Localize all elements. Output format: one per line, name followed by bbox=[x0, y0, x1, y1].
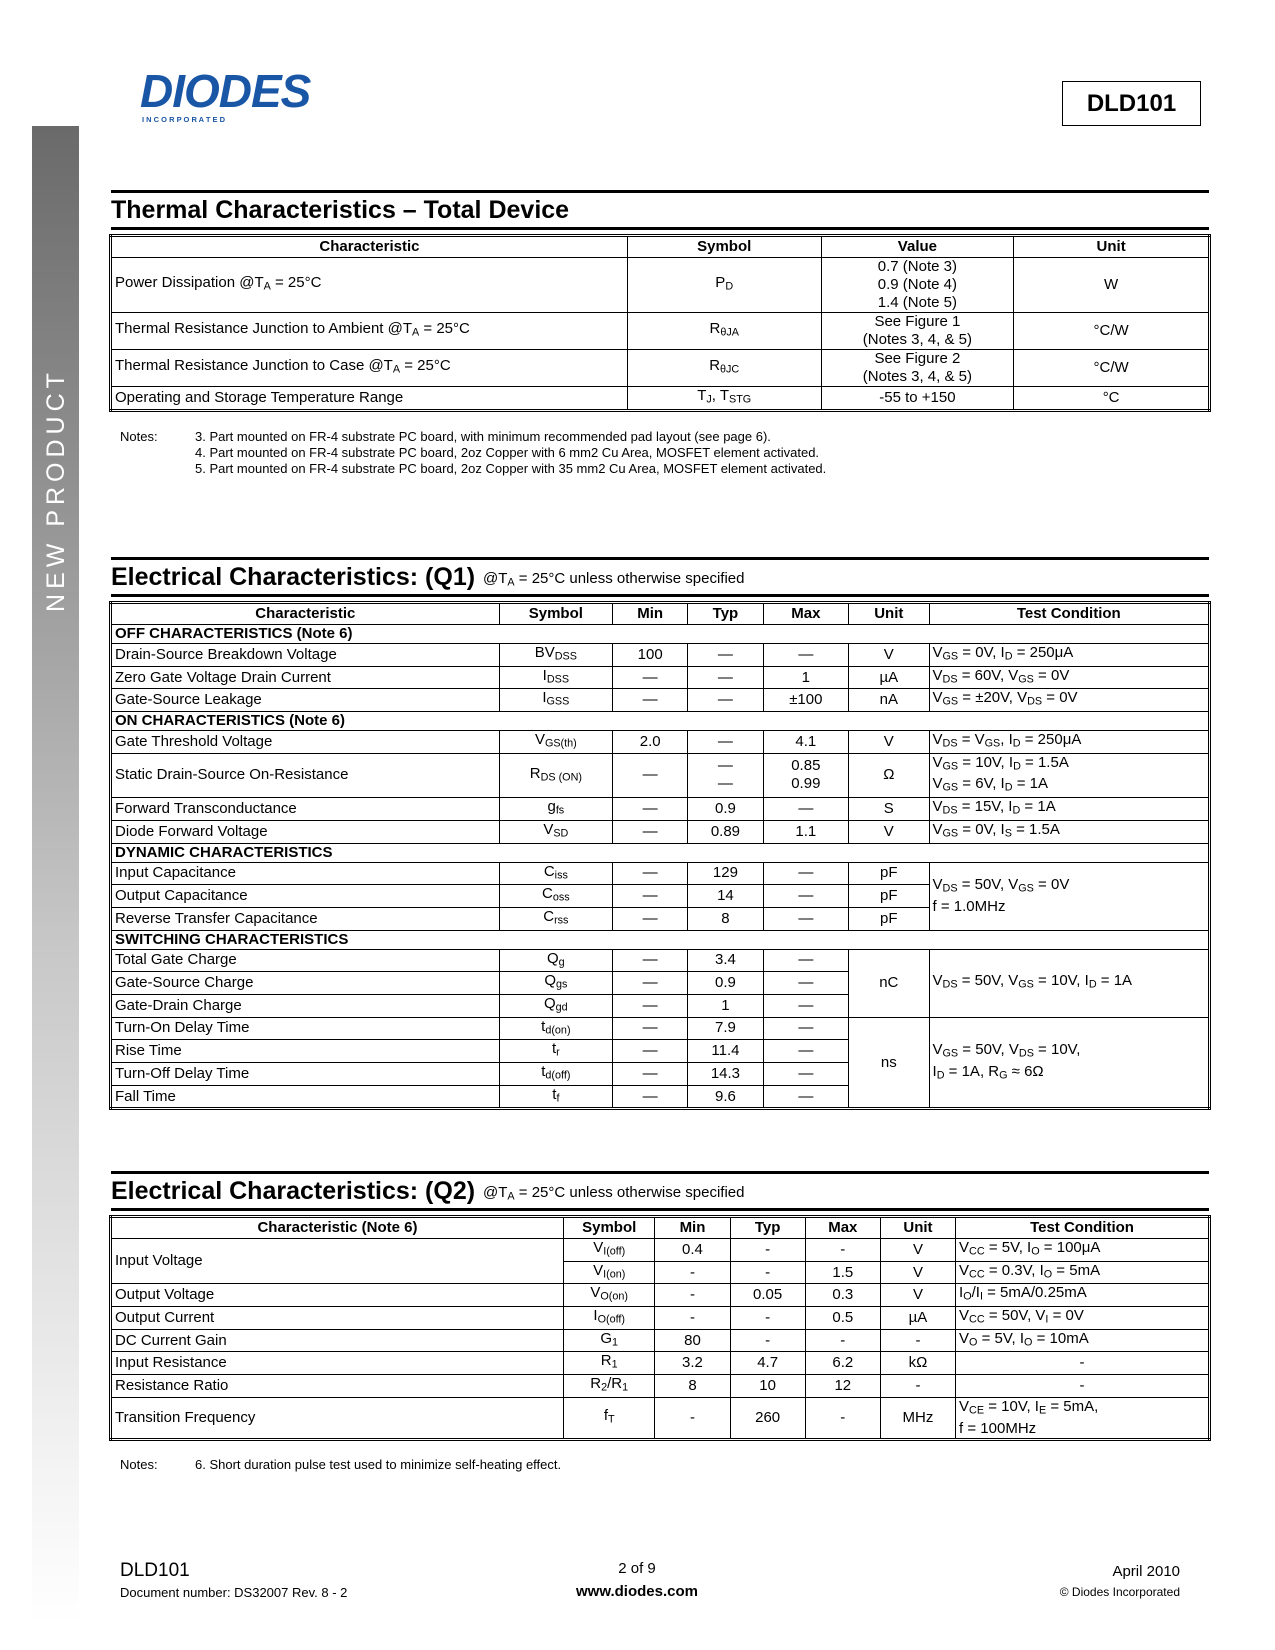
unit-cell: V bbox=[880, 1261, 955, 1284]
min-cell: — bbox=[613, 753, 688, 797]
condition-cell: $V_O = 5V$, $I_O = 10mA$ bbox=[956, 1329, 1210, 1352]
part-number-box: DLD101 bbox=[1062, 81, 1201, 126]
symbol-cell: $Q_g$ bbox=[499, 949, 612, 972]
condition-cell: - bbox=[956, 1375, 1210, 1398]
unit-cell: - bbox=[880, 1375, 955, 1398]
condition-cell: $V_{DS} = 50V$, $V_{GS} = 10V$, $I_D = 1A$ bbox=[929, 949, 1209, 1017]
min-cell: - bbox=[655, 1397, 730, 1439]
group-label: OFF CHARACTERISTICS (Note 6) bbox=[111, 625, 1210, 644]
logo-subtext: I N C O R P O R A T E D bbox=[142, 115, 226, 124]
max-cell: — bbox=[763, 949, 849, 972]
characteristic-cell: Output Current bbox=[111, 1307, 564, 1330]
condition-cell: $V_{GS} = 10V$, $I_D = 1.5A$ $V_{GS} = 6V$, $I_D = 1A$ bbox=[929, 753, 1209, 797]
notes-label: Notes: bbox=[120, 1457, 158, 1472]
characteristic-cell: Fall Time bbox=[111, 1085, 500, 1109]
characteristic-cell: Thermal Resistance Junction to Ambient $@T_A = 25^\circ C$ bbox=[111, 313, 628, 350]
typ-cell: 4.7 bbox=[730, 1352, 805, 1375]
typ-cell: 0.89 bbox=[688, 820, 763, 843]
symbol-cell: $C_{oss}$ bbox=[499, 885, 612, 908]
max-cell: 12 bbox=[805, 1375, 880, 1398]
symbol-cell: $t_{d(on)}$ bbox=[499, 1017, 612, 1040]
condition-cell: $V_{CC} = 0.3V$, $I_O = 5mA$ bbox=[956, 1261, 1210, 1284]
typ-cell: 10 bbox=[730, 1375, 805, 1398]
condition-cell: $V_{CC} = 50V$, $V_I = 0V$ bbox=[956, 1307, 1210, 1330]
table-row bbox=[111, 666, 1210, 689]
symbol-cell: $C_{iss}$ bbox=[499, 862, 612, 885]
header-cell: Characteristic (Note 6) bbox=[111, 1217, 564, 1239]
min-cell: — bbox=[613, 1085, 688, 1109]
symbol-cell: $C_{rss}$ bbox=[499, 907, 612, 930]
typ-cell: 14.3 bbox=[688, 1063, 763, 1086]
table-row bbox=[111, 753, 1210, 797]
max-cell: 6.2 bbox=[805, 1352, 880, 1375]
characteristic-cell: Turn-On Delay Time bbox=[111, 1017, 500, 1040]
symbol-cell: $R_2/R_1$ bbox=[564, 1375, 655, 1398]
table-row bbox=[111, 1307, 1210, 1330]
typ-cell: — bbox=[688, 644, 763, 667]
side-label: NEW PRODUCT bbox=[42, 368, 70, 612]
header-cell: Typ bbox=[688, 603, 763, 625]
group-row bbox=[111, 625, 1210, 644]
unit-cell: V bbox=[849, 644, 929, 667]
q2-condition: $@T_A = 25^\circ C$ unless otherwise specified bbox=[483, 1184, 745, 1203]
q2-title-bar bbox=[111, 1171, 1209, 1211]
symbol-cell: $g_{fs}$ bbox=[499, 798, 612, 821]
thermal-title-bar bbox=[111, 190, 1209, 230]
group-label: ON CHARACTERISTICS (Note 6) bbox=[111, 712, 1210, 731]
value-cell: See Figure 1 (Notes 3, 4, & 5) bbox=[821, 313, 1014, 350]
symbol-cell: $V_{I(off)}$ bbox=[564, 1239, 655, 1262]
min-cell: - bbox=[655, 1261, 730, 1284]
footer-doc-number: Document number: DS32007 Rev. 8 - 2 bbox=[120, 1585, 348, 1600]
symbol-cell: $R_{\theta JC}$ bbox=[627, 350, 821, 387]
min-cell: — bbox=[613, 862, 688, 885]
footer-url[interactable]: www.diodes.com bbox=[576, 1583, 698, 1600]
max-cell: — bbox=[763, 644, 849, 667]
typ-cell: - bbox=[730, 1307, 805, 1330]
min-cell: 3.2 bbox=[655, 1352, 730, 1375]
condition-cell: $I_O/I_I = 5mA/0.25mA$ bbox=[956, 1284, 1210, 1307]
footer-part: DLD101 bbox=[120, 1560, 190, 1581]
symbol-cell: $Q_{gd}$ bbox=[499, 994, 612, 1017]
symbol-cell: $Q_{gs}$ bbox=[499, 972, 612, 995]
symbol-cell: $I_{DSS}$ bbox=[499, 666, 612, 689]
thermal-title: Thermal Characteristics – Total Device bbox=[111, 196, 570, 224]
characteristic-cell: Zero Gate Voltage Drain Current bbox=[111, 666, 500, 689]
symbol-cell: $I_{O(off)}$ bbox=[564, 1307, 655, 1330]
unit-cell: V bbox=[880, 1284, 955, 1307]
value-cell: -55 to +150 bbox=[821, 387, 1014, 411]
typ-cell: 0.05 bbox=[730, 1284, 805, 1307]
characteristic-cell: Rise Time bbox=[111, 1040, 500, 1063]
min-cell: - bbox=[655, 1284, 730, 1307]
max-cell: — bbox=[763, 885, 849, 908]
typ-cell: 1 bbox=[688, 994, 763, 1017]
table-row bbox=[111, 949, 1210, 972]
max-cell: — bbox=[763, 972, 849, 995]
unit-cell: MHz bbox=[880, 1397, 955, 1439]
condition-cell: $V_{CE} = 10V$, $I_E = 5mA$, f = 100MHz bbox=[956, 1397, 1210, 1439]
min-cell: — bbox=[613, 907, 688, 930]
note-item: 5. Part mounted on FR-4 substrate PC board, 2oz Copper with 35 mm2 Cu Area, MOSFET element activated. bbox=[195, 461, 827, 476]
max-cell: 1 bbox=[763, 666, 849, 689]
unit-cell: pF bbox=[849, 907, 929, 930]
max-cell: - bbox=[805, 1239, 880, 1262]
condition-cell: $V_{DS} = 15V$, $I_D = 1A$ bbox=[929, 798, 1209, 821]
table-row bbox=[111, 1017, 1210, 1040]
max-cell: — bbox=[763, 1085, 849, 1109]
max-cell: 0.3 bbox=[805, 1284, 880, 1307]
max-cell: — bbox=[763, 1017, 849, 1040]
min-cell: 8 bbox=[655, 1375, 730, 1398]
symbol-cell: $BV_{DSS}$ bbox=[499, 644, 612, 667]
symbol-cell: $t_f$ bbox=[499, 1085, 612, 1109]
header-cell: Min bbox=[655, 1217, 730, 1239]
characteristic-cell: Input Capacitance bbox=[111, 862, 500, 885]
q2-title: Electrical Characteristics: (Q2) bbox=[111, 1177, 476, 1205]
max-cell: 1.1 bbox=[763, 820, 849, 843]
header-cell: Symbol bbox=[499, 603, 612, 625]
header-cell: Symbol bbox=[627, 236, 821, 258]
symbol-cell: $G_1$ bbox=[564, 1329, 655, 1352]
unit-cell: ns bbox=[849, 1017, 929, 1109]
min-cell: — bbox=[613, 820, 688, 843]
max-cell: 0.5 bbox=[805, 1307, 880, 1330]
table-row bbox=[111, 689, 1210, 712]
header-cell: Test Condition bbox=[929, 603, 1209, 625]
symbol-cell: $V_{O(on)}$ bbox=[564, 1284, 655, 1307]
min-cell: - bbox=[655, 1307, 730, 1330]
unit-cell: pF bbox=[849, 862, 929, 885]
unit-cell: V bbox=[849, 820, 929, 843]
unit-cell: °C bbox=[1014, 387, 1210, 411]
header-cell: Max bbox=[763, 603, 849, 625]
table-row bbox=[111, 820, 1210, 843]
table-row bbox=[111, 1352, 1210, 1375]
max-cell: — bbox=[763, 1040, 849, 1063]
symbol-cell: $t_r$ bbox=[499, 1040, 612, 1063]
max-cell: 0.85 0.99 bbox=[763, 753, 849, 797]
group-label: DYNAMIC CHARACTERISTICS bbox=[111, 843, 1210, 862]
condition-cell: $V_{GS} = \pm 20V$, $V_{DS} = 0V$ bbox=[929, 689, 1209, 712]
max-cell: — bbox=[763, 862, 849, 885]
symbol-cell: $V_{GS(th)}$ bbox=[499, 731, 612, 754]
table-row bbox=[111, 1239, 1210, 1262]
symbol-cell: $R_{\theta JA}$ bbox=[627, 313, 821, 350]
logo-wordmark: DIODES bbox=[140, 72, 311, 117]
thermal-table bbox=[109, 234, 1211, 412]
characteristic-cell: Turn-Off Delay Time bbox=[111, 1063, 500, 1086]
typ-cell: 0.9 bbox=[688, 798, 763, 821]
group-label: SWITCHING CHARACTERISTICS bbox=[111, 930, 1210, 949]
symbol-cell: $P_D$ bbox=[627, 258, 821, 313]
min-cell: — bbox=[613, 885, 688, 908]
typ-cell: 129 bbox=[688, 862, 763, 885]
characteristic-cell: Output Voltage bbox=[111, 1284, 564, 1307]
table-row bbox=[111, 862, 1210, 885]
q2-header-row bbox=[111, 1217, 1210, 1239]
max-cell: — bbox=[763, 994, 849, 1017]
condition-cell: $V_{DS} = 60V$, $V_{GS} = 0V$ bbox=[929, 666, 1209, 689]
group-row bbox=[111, 843, 1210, 862]
q1-table bbox=[109, 601, 1211, 1110]
min-cell: — bbox=[613, 1017, 688, 1040]
table-row bbox=[111, 1284, 1210, 1307]
q1-title: Electrical Characteristics: (Q1) bbox=[111, 563, 476, 591]
min-cell: — bbox=[613, 949, 688, 972]
characteristic-cell: Gate-Source Charge bbox=[111, 972, 500, 995]
table-row bbox=[111, 1375, 1210, 1398]
header-cell: Unit bbox=[880, 1217, 955, 1239]
unit-cell: W bbox=[1014, 258, 1210, 313]
typ-cell: — bbox=[688, 731, 763, 754]
header-cell: Max bbox=[805, 1217, 880, 1239]
value-cell: 0.7 (Note 3) 0.9 (Note 4) 1.4 (Note 5) bbox=[821, 258, 1014, 313]
condition-cell: $V_{GS} = 0V$, $I_S = 1.5A$ bbox=[929, 820, 1209, 843]
q1-header-row bbox=[111, 603, 1210, 625]
min-cell: — bbox=[613, 994, 688, 1017]
unit-cell: - bbox=[880, 1329, 955, 1352]
header-cell: Test Condition bbox=[956, 1217, 1210, 1239]
unit-cell: µA bbox=[849, 666, 929, 689]
characteristic-cell: Power Dissipation $@T_A = 25^\circ C$ bbox=[111, 258, 628, 313]
symbol-cell: $V_{SD}$ bbox=[499, 820, 612, 843]
unit-cell: nC bbox=[849, 949, 929, 1017]
group-row bbox=[111, 712, 1210, 731]
note-item: 4. Part mounted on FR-4 substrate PC board, 2oz Copper with 6 mm2 Cu Area, MOSFET element activated. bbox=[195, 445, 820, 460]
condition-cell: $V_{DS} = V_{GS}$, $I_D = 250\mu A$ bbox=[929, 731, 1209, 754]
characteristic-cell: Total Gate Charge bbox=[111, 949, 500, 972]
footer-date: April 2010 bbox=[1112, 1563, 1180, 1580]
symbol-cell: $V_{I(on)}$ bbox=[564, 1261, 655, 1284]
max-cell: - bbox=[805, 1397, 880, 1439]
header-cell: Min bbox=[613, 603, 688, 625]
unit-cell: °C/W bbox=[1014, 350, 1210, 387]
q2-table bbox=[109, 1215, 1211, 1441]
typ-cell: 0.9 bbox=[688, 972, 763, 995]
symbol-cell: $R_{DS (ON)}$ bbox=[499, 753, 612, 797]
characteristic-cell: Input Resistance bbox=[111, 1352, 564, 1375]
header-cell: Typ bbox=[730, 1217, 805, 1239]
typ-cell: — — bbox=[688, 753, 763, 797]
characteristic-cell: Drain-Source Breakdown Voltage bbox=[111, 644, 500, 667]
min-cell: 100 bbox=[613, 644, 688, 667]
symbol-cell: $R_1$ bbox=[564, 1352, 655, 1375]
typ-cell: - bbox=[730, 1329, 805, 1352]
max-cell: — bbox=[763, 907, 849, 930]
condition-cell: $V_{GS} = 0V$, $I_D = 250\mu A$ bbox=[929, 644, 1209, 667]
typ-cell: - bbox=[730, 1261, 805, 1284]
unit-cell: kΩ bbox=[880, 1352, 955, 1375]
max-cell: 1.5 bbox=[805, 1261, 880, 1284]
min-cell: 2.0 bbox=[613, 731, 688, 754]
characteristic-cell: Gate-Source Leakage bbox=[111, 689, 500, 712]
notes-label: Notes: bbox=[120, 429, 158, 444]
typ-cell: - bbox=[730, 1239, 805, 1262]
header-cell: Unit bbox=[849, 603, 929, 625]
max-cell: ±100 bbox=[763, 689, 849, 712]
symbol-cell: $t_{d(off)}$ bbox=[499, 1063, 612, 1086]
table-row bbox=[111, 798, 1210, 821]
unit-cell: °C/W bbox=[1014, 313, 1210, 350]
table-row bbox=[111, 644, 1210, 667]
footer-page: 2 of 9 bbox=[618, 1560, 656, 1577]
condition-cell: $V_{GS} = 50V$, $V_{DS} = 10V$, $I_D = 1A$, $R_G \approx 6\Omega$ bbox=[929, 1017, 1209, 1109]
symbol-cell: $f_T$ bbox=[564, 1397, 655, 1439]
table-row bbox=[111, 731, 1210, 754]
table-row bbox=[111, 387, 1210, 411]
characteristic-cell: Resistance Ratio bbox=[111, 1375, 564, 1398]
typ-cell: — bbox=[688, 666, 763, 689]
characteristic-cell: Output Capacitance bbox=[111, 885, 500, 908]
table-row bbox=[111, 350, 1210, 387]
header-cell: Characteristic bbox=[111, 603, 500, 625]
condition-cell: - bbox=[956, 1352, 1210, 1375]
characteristic-cell: DC Current Gain bbox=[111, 1329, 564, 1352]
min-cell: — bbox=[613, 1063, 688, 1086]
characteristic-cell: Input Voltage bbox=[111, 1239, 564, 1284]
unit-cell: pF bbox=[849, 885, 929, 908]
typ-cell: 3.4 bbox=[688, 949, 763, 972]
unit-cell: Ω bbox=[849, 753, 929, 797]
unit-cell: S bbox=[849, 798, 929, 821]
value-cell: See Figure 2 (Notes 3, 4, & 5) bbox=[821, 350, 1014, 387]
symbol-cell: $T_J$, $T_{STG}$ bbox=[627, 387, 821, 411]
condition-cell: $V_{CC} = 5V$, $I_O = 100\mu A$ bbox=[956, 1239, 1210, 1262]
note-item: 6. Short duration pulse test used to minimize self-heating effect. bbox=[195, 1457, 562, 1472]
table-row bbox=[111, 258, 1210, 313]
characteristic-cell: Operating and Storage Temperature Range bbox=[111, 387, 628, 411]
header-cell: Value bbox=[821, 236, 1014, 258]
min-cell: — bbox=[613, 689, 688, 712]
header-cell: Unit bbox=[1014, 236, 1210, 258]
footer-copyright: © Diodes Incorporated bbox=[1059, 1585, 1180, 1599]
table-row bbox=[111, 1397, 1210, 1439]
q1-condition: $@T_A = 25^\circ C$ unless otherwise specified bbox=[483, 570, 745, 589]
max-cell: - bbox=[805, 1329, 880, 1352]
characteristic-cell: Transition Frequency bbox=[111, 1397, 564, 1439]
typ-cell: 8 bbox=[688, 907, 763, 930]
typ-cell: 14 bbox=[688, 885, 763, 908]
typ-cell: 11.4 bbox=[688, 1040, 763, 1063]
condition-cell: $V_{DS} = 50V$, $V_{GS} = 0V$ f = 1.0MHz bbox=[929, 862, 1209, 930]
unit-cell: nA bbox=[849, 689, 929, 712]
typ-cell: 7.9 bbox=[688, 1017, 763, 1040]
unit-cell: µA bbox=[880, 1307, 955, 1330]
diodes-logo bbox=[140, 72, 360, 132]
max-cell: 4.1 bbox=[763, 731, 849, 754]
q1-title-bar bbox=[111, 557, 1209, 597]
header-cell: Symbol bbox=[564, 1217, 655, 1239]
characteristic-cell: Forward Transconductance bbox=[111, 798, 500, 821]
min-cell: 0.4 bbox=[655, 1239, 730, 1262]
min-cell: — bbox=[613, 1040, 688, 1063]
max-cell: — bbox=[763, 798, 849, 821]
symbol-cell: $I_{GSS}$ bbox=[499, 689, 612, 712]
characteristic-cell: Static Drain-Source On-Resistance bbox=[111, 753, 500, 797]
typ-cell: 9.6 bbox=[688, 1085, 763, 1109]
group-row bbox=[111, 930, 1210, 949]
table-row bbox=[111, 1329, 1210, 1352]
characteristic-cell: Gate Threshold Voltage bbox=[111, 731, 500, 754]
characteristic-cell: Gate-Drain Charge bbox=[111, 994, 500, 1017]
max-cell: — bbox=[763, 1063, 849, 1086]
min-cell: — bbox=[613, 798, 688, 821]
characteristic-cell: Reverse Transfer Capacitance bbox=[111, 907, 500, 930]
unit-cell: V bbox=[880, 1239, 955, 1262]
characteristic-cell: Thermal Resistance Junction to Case $@T_A = 25^\circ C$ bbox=[111, 350, 628, 387]
min-cell: 80 bbox=[655, 1329, 730, 1352]
header-cell: Characteristic bbox=[111, 236, 628, 258]
min-cell: — bbox=[613, 972, 688, 995]
note-item: 3. Part mounted on FR-4 substrate PC board, with minimum recommended pad layout (see page 6). bbox=[195, 429, 771, 444]
typ-cell: — bbox=[688, 689, 763, 712]
min-cell: — bbox=[613, 666, 688, 689]
thermal-header-row bbox=[111, 236, 1210, 258]
unit-cell: V bbox=[849, 731, 929, 754]
table-row bbox=[111, 313, 1210, 350]
characteristic-cell: Diode Forward Voltage bbox=[111, 820, 500, 843]
typ-cell: 260 bbox=[730, 1397, 805, 1439]
